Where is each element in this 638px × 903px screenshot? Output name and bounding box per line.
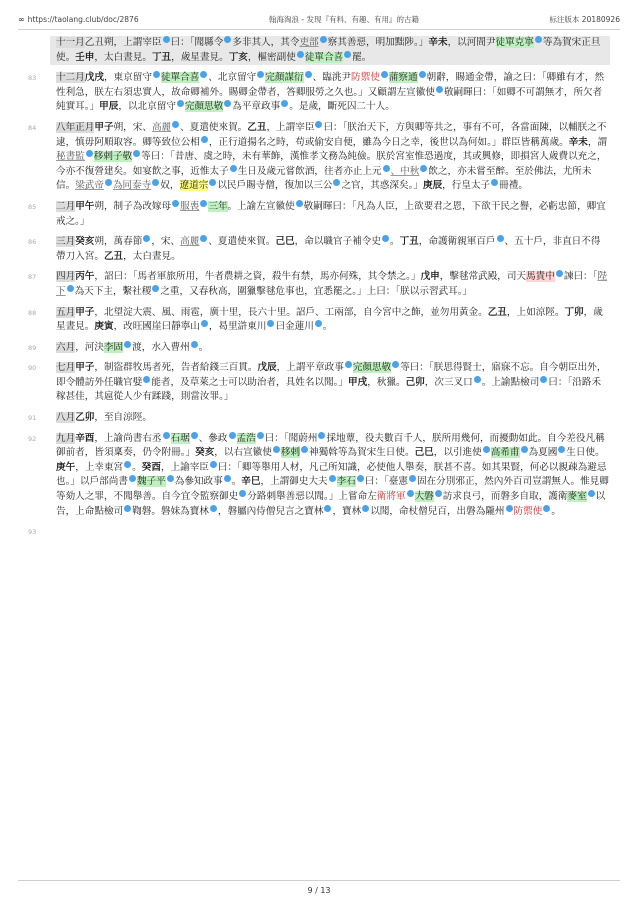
text-run: 之官，其惑深矣。」 <box>341 180 423 192</box>
text-run: ，樞密副使 <box>247 51 296 63</box>
text-run: ，詔曰：「馬者軍旅所用，牛者農耕之資，殺牛有禁，馬亦何殊，其令禁之。」 <box>94 271 421 283</box>
date-label: 七月 <box>56 362 76 374</box>
paragraph-text <box>56 411 610 426</box>
annotation-marker-icon[interactable] <box>177 100 184 107</box>
highlighted-name[interactable]: 李固 <box>103 341 124 353</box>
text-run: ，河決 <box>75 341 104 353</box>
annotation-marker-icon[interactable] <box>200 200 207 207</box>
cyclic-day: 癸亥 <box>75 236 95 248</box>
text-run: 為平章政事 <box>232 101 281 113</box>
highlighted-name[interactable]: 遼道宗 <box>179 180 209 192</box>
annotation-marker-icon[interactable] <box>152 285 159 292</box>
text-run: 曰：「聞蔚州 <box>264 432 318 444</box>
text-run: 。上諭左宣徽使 <box>227 200 295 212</box>
annotation-marker-icon[interactable] <box>172 121 179 128</box>
text-run: 為天下主，繫社稷 <box>74 285 152 297</box>
annotation-marker-icon[interactable] <box>201 320 208 327</box>
text-run: 分路刺舉善惡以聞。」上嘗命左 <box>247 491 377 503</box>
paragraph-number: 84 <box>28 123 37 132</box>
annotation-marker-icon[interactable] <box>163 36 170 43</box>
text-run: 、夏遣使來賀。 <box>208 236 276 248</box>
annotation-marker-icon[interactable] <box>273 446 280 453</box>
text-run: ，命以職官子補令史 <box>294 236 381 248</box>
cyclic-day: 乙丑 <box>487 306 507 318</box>
text-run: ，秋獵。 <box>367 376 406 388</box>
annotation-marker-icon[interactable] <box>210 461 217 468</box>
paragraph-number: 90 <box>28 364 37 373</box>
text-run: ，歲星晝見。 <box>56 306 603 333</box>
annotation-marker-icon[interactable] <box>152 179 159 186</box>
text-run: 固在分別邪正，然內外百司豈謂無人。惟見卿等劾人之罪，不聞舉善。自今宜令監察御史 <box>56 476 609 503</box>
highlighted-name[interactable]: 孟浩 <box>236 432 256 444</box>
text-run: 、五十戶，非直日不得帶刀入宮。 <box>56 236 601 262</box>
cyclic-day: 己巳 <box>414 447 434 459</box>
text-run: 奴， <box>160 180 180 192</box>
date-label: 二月 <box>56 200 76 212</box>
annotation-marker-icon[interactable] <box>267 320 274 327</box>
annotation-marker-icon[interactable] <box>419 71 426 78</box>
cyclic-day: 乙卯 <box>75 412 95 424</box>
annotation-marker-icon[interactable] <box>191 432 198 439</box>
paragraph-number: 83 <box>28 74 37 83</box>
text-run: 多非其人，其令 <box>232 37 300 48</box>
text-run: 察其善惡，明加黜陟。」 <box>327 37 429 48</box>
annotation-marker-icon[interactable] <box>540 376 547 383</box>
text-run: 。 <box>390 236 400 248</box>
page-number: 9 / 13 <box>307 886 331 895</box>
text-run: ，上謂宰臣 <box>266 121 315 133</box>
annotated-term[interactable]: 防禦使 <box>351 72 380 84</box>
annotation-marker-icon[interactable] <box>297 51 304 58</box>
annotation-marker-icon[interactable] <box>345 361 352 368</box>
annotation-marker-icon[interactable] <box>191 341 198 348</box>
page-header <box>18 12 620 26</box>
text-run: ，歲星晝見。 <box>171 51 229 63</box>
text-run: 神獨斡等為賀宋生日使。 <box>309 447 415 459</box>
text-run: 敬嗣暉曰：「如卿不可謂無才，所欠者純實耳。」 <box>56 86 603 113</box>
text-run: 朔，萬春節 <box>94 236 143 248</box>
cyclic-day: 壬申 <box>75 51 95 63</box>
text-run: 。 <box>231 476 242 488</box>
cyclic-day: 辛未 <box>568 136 588 148</box>
annotation-marker-icon[interactable] <box>305 71 312 78</box>
annotation-marker-icon[interactable] <box>491 179 498 186</box>
annotation-marker-icon[interactable] <box>409 475 416 482</box>
text-run: 生日使。 <box>566 447 605 459</box>
annotated-term[interactable]: 為同泰寺 <box>112 180 152 192</box>
cyclic-day: 甲子 <box>75 362 95 374</box>
annotation-marker-icon[interactable] <box>230 165 237 172</box>
highlighted-name[interactable]: 李石 <box>336 476 356 488</box>
annotation-marker-icon[interactable] <box>497 235 504 242</box>
annotation-marker-icon[interactable] <box>357 475 364 482</box>
annotation-marker-icon[interactable] <box>257 71 264 78</box>
annotation-marker-icon[interactable] <box>172 200 179 207</box>
annotation-marker-icon[interactable] <box>124 505 131 512</box>
cyclic-day: 丙午 <box>75 271 95 283</box>
highlighted-name[interactable]: 徒單合喜 <box>160 72 200 84</box>
annotation-marker-icon[interactable] <box>362 505 369 512</box>
annotation-marker-icon[interactable] <box>315 320 322 327</box>
cyclic-day: 己巳 <box>275 236 295 248</box>
text-run: 曰：「聞縣令 <box>170 37 224 48</box>
paragraph-number: 89 <box>28 343 37 352</box>
date-label: 四月 <box>56 271 76 283</box>
paragraph <box>28 36 610 65</box>
highlighted-name[interactable]: 完顏謀衍 <box>265 72 304 84</box>
text-run: ，宋、 <box>151 236 181 248</box>
highlighted-name[interactable]: 移剌子敬 <box>93 151 133 163</box>
text-run: 冊禮。 <box>499 180 528 192</box>
highlighted-name[interactable]: 徒單克寧 <box>495 37 534 48</box>
header-divider <box>18 29 620 30</box>
annotation-marker-icon[interactable] <box>383 165 390 172</box>
highlighted-name[interactable]: 麥室 <box>567 491 587 503</box>
annotation-marker-icon[interactable] <box>210 505 217 512</box>
annotation-marker-icon[interactable] <box>344 51 351 58</box>
text-run: ，命護衛親軍百戶 <box>418 236 496 248</box>
paragraph-number: 88 <box>28 308 37 317</box>
text-run: ，上諭尚書右丞 <box>94 432 162 444</box>
cyclic-day: 甲子 <box>94 121 114 133</box>
text-run: ，次三叉口 <box>424 376 473 388</box>
text-run: ，以河間尹 <box>447 37 496 48</box>
header-left <box>18 15 139 24</box>
text-run: ，上謂御史大夫 <box>260 476 328 488</box>
annotation-marker-icon[interactable] <box>229 432 236 439</box>
annotated-term[interactable]: 防禦使 <box>513 505 543 517</box>
cyclic-day: 戊戌 <box>84 72 104 84</box>
highlighted-name[interactable]: 大磐 <box>414 491 434 503</box>
text-run: ，太白晝見。 <box>123 250 181 262</box>
text-run: 朔，制子為改嫁母 <box>94 200 172 212</box>
text-run: 之重，又春秋高，圍獵擊毬危事也，宜悉罷之。」上曰：「朕以示習武耳。」 <box>160 285 473 297</box>
footer-divider <box>18 880 620 881</box>
text-run: 。 <box>551 505 561 517</box>
annotation-marker-icon[interactable] <box>301 446 308 453</box>
text-run: 。 <box>322 321 333 333</box>
annotated-term[interactable]: 吏部 <box>299 37 319 48</box>
text-run: 鞫磐。磐妹為寶林 <box>132 505 209 517</box>
annotation-marker-icon[interactable] <box>129 475 136 482</box>
text-run: 。上諭點檢司 <box>481 376 540 388</box>
text-run: ，上如涼陘。 <box>506 306 565 318</box>
date-label: 十一月 <box>56 37 85 48</box>
highlighted-name[interactable]: 完顏思敬 <box>184 101 224 113</box>
annotation-marker-icon[interactable] <box>224 100 231 107</box>
annotation-marker-icon[interactable] <box>163 432 170 439</box>
text-run: 、夏遣使來賀。 <box>180 121 248 133</box>
text-run: ，以引進使 <box>433 447 482 459</box>
date-label: 十二月 <box>56 72 85 84</box>
annotation-marker-icon[interactable] <box>143 376 150 383</box>
highlighted-name[interactable]: 蒲察通 <box>388 72 418 84</box>
paragraph-text <box>56 432 610 520</box>
annotation-marker-icon[interactable] <box>124 341 131 348</box>
annotation-marker-icon[interactable] <box>200 71 207 78</box>
text-run: 、臨洮尹 <box>312 72 352 84</box>
header-title: 翰海淘浪 - 发现『有料、有趣、有用』的古籍 <box>269 14 419 24</box>
text-run: 罷。 <box>352 51 372 63</box>
highlighted-name[interactable]: 魏子平 <box>136 476 166 488</box>
annotated-term[interactable]: 秘書監 <box>56 151 85 163</box>
annotation-marker-icon[interactable] <box>281 100 288 107</box>
cyclic-day: 己卯 <box>405 376 425 388</box>
text-run: 飲之，亦未嘗至醉。至於佛法，尤所未信。 <box>56 165 592 192</box>
cyclic-day: 甲午 <box>75 200 95 212</box>
annotation-marker-icon[interactable] <box>200 235 207 242</box>
text-run: 、參政 <box>198 432 228 444</box>
highlighted-name[interactable]: 石琚 <box>170 432 190 444</box>
header-version: 标注版本 20180926 <box>549 14 620 24</box>
text-run: 。是歲，斷死囚二十人。 <box>289 101 395 113</box>
annotation-marker-icon[interactable] <box>257 432 264 439</box>
paragraph <box>28 306 610 335</box>
cyclic-day: 丁丑 <box>151 51 172 63</box>
text-run: 曰：「卿等舉用人材，凡己所知識，必使他人舉奏，朕甚不喜。如其果賢，何必以親疎為避忌也。」以戶部尚書 <box>56 461 607 488</box>
text-run: ，上諭宰臣 <box>160 461 209 473</box>
text-run: ，行皇太子 <box>442 180 491 192</box>
paragraph <box>28 270 610 299</box>
text-run: ，太白晝見。 <box>94 51 152 63</box>
paragraph-number: 91 <box>28 414 37 423</box>
text-run: 曰金蓮川 <box>275 321 314 333</box>
text-run: 朔，宋、 <box>113 121 152 133</box>
annotation-marker-icon[interactable] <box>209 179 216 186</box>
annotation-marker-icon[interactable] <box>105 179 112 186</box>
paragraph-text <box>56 71 610 115</box>
text-run: ，上謂平章政事 <box>276 362 344 374</box>
annotation-marker-icon[interactable] <box>143 235 150 242</box>
document-body <box>28 36 610 873</box>
annotation-marker-icon[interactable] <box>124 461 131 468</box>
cyclic-day: 庚午 <box>56 461 76 473</box>
text-run: 等為賀宋正旦使。 <box>56 37 601 63</box>
text-run: 生日及歲元嘗飲酒，往者亦止上元 <box>237 165 382 177</box>
paragraph <box>28 432 610 520</box>
annotated-term[interactable]: 陛下 <box>56 271 608 297</box>
annotated-term[interactable]: 、中秋 <box>390 165 420 177</box>
date-label: 五月 <box>56 306 76 318</box>
annotated-term[interactable]: 梁武帝 <box>75 180 104 192</box>
annotation-marker-icon[interactable] <box>315 121 322 128</box>
annotation-marker-icon[interactable] <box>239 490 246 497</box>
highlighted-name[interactable]: 移剌 <box>280 447 301 459</box>
annotation-marker-icon[interactable] <box>483 446 490 453</box>
cyclic-day: 甲戌 <box>348 376 368 388</box>
cyclic-day: 戊辰 <box>257 362 277 374</box>
infinity-logo-icon: ∞ <box>18 14 25 24</box>
text-run: 諫曰：「 <box>563 271 598 283</box>
date-label: 三月 <box>56 236 76 248</box>
date-label: 九月 <box>56 432 76 444</box>
text-run: 曰：「沿路禾稼甚佳，其扈從人少有蹂踐，則當汝罪。」 <box>56 376 602 403</box>
text-run: 以聞，命杖僧兒百，出磐為隴州 <box>370 505 505 517</box>
annotation-marker-icon[interactable] <box>296 200 303 207</box>
highlighted-name[interactable]: 高希甫 <box>490 447 520 459</box>
annotated-term[interactable]: 高麗 <box>180 236 200 248</box>
paragraph <box>28 121 610 194</box>
cyclic-day: 乙丑 <box>103 250 124 262</box>
annotated-term[interactable]: 高麗 <box>151 121 172 133</box>
text-run: 乙丑朔，上謂宰臣 <box>84 37 162 48</box>
text-run: 敬嗣暉曰：「凡為人臣，上欲要君之恩，下欲干民之譽，必虧忠節，卿宜戒之。」 <box>56 200 606 227</box>
date-label: 八月 <box>56 412 76 424</box>
annotation-marker-icon[interactable] <box>382 235 389 242</box>
paragraph <box>28 235 610 264</box>
text-run: ，曷里滸東川 <box>208 321 267 333</box>
annotation-marker-icon[interactable] <box>324 505 331 512</box>
cyclic-day: 丁亥 <box>228 51 248 63</box>
text-run: ，寶林 <box>332 505 362 517</box>
paragraph-text <box>50 36 610 65</box>
date-label: 八年正月 <box>56 121 95 133</box>
text-run: ，東京留守 <box>103 72 152 84</box>
paragraph-text <box>56 341 610 356</box>
text-run: ，北望淀大震、風、雨雹，廣十里，長六十里。詔戶、工兩部，自今宮中之飾，並勿用黃金。 <box>94 306 488 318</box>
paragraph-text <box>56 200 610 229</box>
paragraph-text <box>56 270 610 299</box>
annotation-marker-icon[interactable] <box>67 285 74 292</box>
cyclic-day: 甲子 <box>75 306 95 318</box>
annotation-marker-icon[interactable] <box>329 475 336 482</box>
text-run: 等曰：「朕思得賢士，寤寐不忘。自今朝臣出外，即令體訪外任職官嬖 <box>56 362 607 388</box>
text-run: 渡，水入曹州 <box>132 341 190 353</box>
text-run: ，上幸東宮 <box>75 461 124 473</box>
cyclic-day: 丁卯 <box>564 306 584 318</box>
header-url[interactable]: https://taolang.club/doc/2876 <box>27 14 139 24</box>
text-run: ，至自涼陘。 <box>94 412 152 424</box>
text-run: 曰：「臺憲 <box>364 476 408 488</box>
cyclic-day: 戊申 <box>420 271 440 283</box>
paragraph-number: 85 <box>28 202 37 211</box>
cyclic-day: 辛巳 <box>241 476 261 488</box>
cyclic-day: 甲辰 <box>99 101 119 113</box>
highlighted-name[interactable]: 三年 <box>208 200 228 212</box>
text-run: ，謂 <box>587 136 608 148</box>
paragraph-text <box>56 306 610 335</box>
annotation-marker-icon[interactable] <box>506 505 513 512</box>
annotation-marker-icon[interactable] <box>558 446 565 453</box>
cyclic-day: 辛未 <box>428 37 448 48</box>
cyclic-day: 丁丑 <box>399 236 419 248</box>
annotation-marker-icon[interactable] <box>435 490 442 497</box>
annotation-marker-icon[interactable] <box>535 36 542 43</box>
text-run: ，以北京留守 <box>118 101 176 113</box>
annotation-marker-icon[interactable] <box>436 86 443 93</box>
text-run: ，擊毬常武殿，司天 <box>439 271 527 283</box>
text-run: ，制盜群牧馬者死，告者給錢三百貫。 <box>94 362 258 374</box>
annotation-marker-icon[interactable] <box>588 490 595 497</box>
cyclic-day: 乙丑 <box>247 121 267 133</box>
annotation-marker-icon[interactable] <box>153 71 160 78</box>
annotation-marker-icon[interactable] <box>167 475 174 482</box>
annotation-marker-icon[interactable] <box>521 446 528 453</box>
text-run: 。 <box>198 341 209 353</box>
annotation-marker-icon[interactable] <box>201 136 208 143</box>
cyclic-day: 辛酉 <box>75 432 95 444</box>
annotated-term[interactable]: 服喪 <box>180 200 200 212</box>
paragraph <box>28 411 610 426</box>
text-run: ，改旺國崖曰靜寧山 <box>113 321 200 333</box>
text-run: 採地蕈，役夫數百千人，朕所用幾何，而擾動如此。自今差役凡稱御前者，皆須稟奏，仍令附冊。」 <box>56 432 605 459</box>
text-run: 等曰：「昔唐、虞之時，未有華飾，漢惟孝文務為純儉。朕於宮室惟恐過度，其或興修，即損宮人歲費以充之，今亦不復營建矣。如宴飲之事，近惟太子 <box>56 151 607 177</box>
annotation-marker-icon[interactable] <box>543 505 550 512</box>
paragraph <box>28 71 610 115</box>
paragraph-number: 86 <box>28 238 37 247</box>
text-run: 以民戶賜寺僧，復加以三公 <box>217 180 333 192</box>
annotation-marker-icon[interactable] <box>318 432 325 439</box>
cyclic-day: 庚寅 <box>94 321 114 333</box>
annotated-term[interactable]: 衛將軍 <box>376 491 406 503</box>
paragraph-number: 87 <box>28 273 37 282</box>
paragraph-number: 92 <box>28 434 37 443</box>
cyclic-day: 庚辰 <box>422 180 443 192</box>
annotation-marker-icon[interactable] <box>381 71 388 78</box>
text-run: 朝辭，賜通金帶，諭之曰：「卿雖有才，然性利急，朕左右須忠實人，故命卿補外。賜卿金帶者，答卿服勞之久也。」又顧謂左宣徽使 <box>56 72 605 98</box>
annotation-marker-icon[interactable] <box>133 150 140 157</box>
annotation-marker-icon[interactable] <box>407 490 414 497</box>
text-run: ，正行道揚名之時，苟或偷安自便，雖為今日之幸，後世以為何如。」群臣皆稱萬歲。 <box>208 136 569 148</box>
highlighted-name[interactable]: 完顏思敬 <box>352 362 392 374</box>
text-run: 。 <box>132 461 142 473</box>
paragraph <box>28 341 610 356</box>
paragraph <box>28 200 610 229</box>
annotation-marker-icon[interactable] <box>420 165 427 172</box>
annotation-marker-icon[interactable] <box>224 36 231 43</box>
annotation-marker-icon[interactable] <box>333 179 340 186</box>
annotation-marker-icon[interactable] <box>86 150 93 157</box>
cyclic-day: 癸亥 <box>195 447 215 459</box>
text-run: 為夏國 <box>528 447 558 459</box>
annotation-marker-icon[interactable] <box>474 376 481 383</box>
paragraph-text <box>56 121 610 194</box>
annotation-marker-icon[interactable] <box>392 361 399 368</box>
highlighted-name[interactable]: 馬貴中 <box>526 271 555 283</box>
paragraph <box>28 361 610 405</box>
highlighted-name[interactable]: 徒單合喜 <box>304 51 344 63</box>
cyclic-day: 癸酉 <box>141 461 161 473</box>
annotation-marker-icon[interactable] <box>224 475 231 482</box>
annotation-marker-icon[interactable] <box>556 270 563 277</box>
text-run: 能者，及草萊之士可以助治者，具姓名以聞。」 <box>151 376 349 388</box>
text-run: ，磐屬內侍僧兒言之寶林 <box>217 505 324 517</box>
text-run: 訪求良弓，而磐多自取，護衛 <box>442 491 568 503</box>
text-run: 為參知政事 <box>174 476 223 488</box>
paragraph-text <box>56 235 610 264</box>
text-run: 曰：「朕治天下，方與卿等共之，事有不可，各當面陳，以輔朕之不逮，慎毋阿順取容。卿等致位公相 <box>56 121 607 148</box>
text-run: ，以右宣徽使 <box>214 447 272 459</box>
text-run: 以告，上命點檢司 <box>56 491 606 517</box>
paragraph-number: 93 <box>28 528 37 537</box>
paragraph-text <box>56 361 610 405</box>
date-label: 六月 <box>56 341 76 353</box>
annotation-marker-icon[interactable] <box>320 36 327 43</box>
text-run: 、北京留守 <box>208 72 257 84</box>
